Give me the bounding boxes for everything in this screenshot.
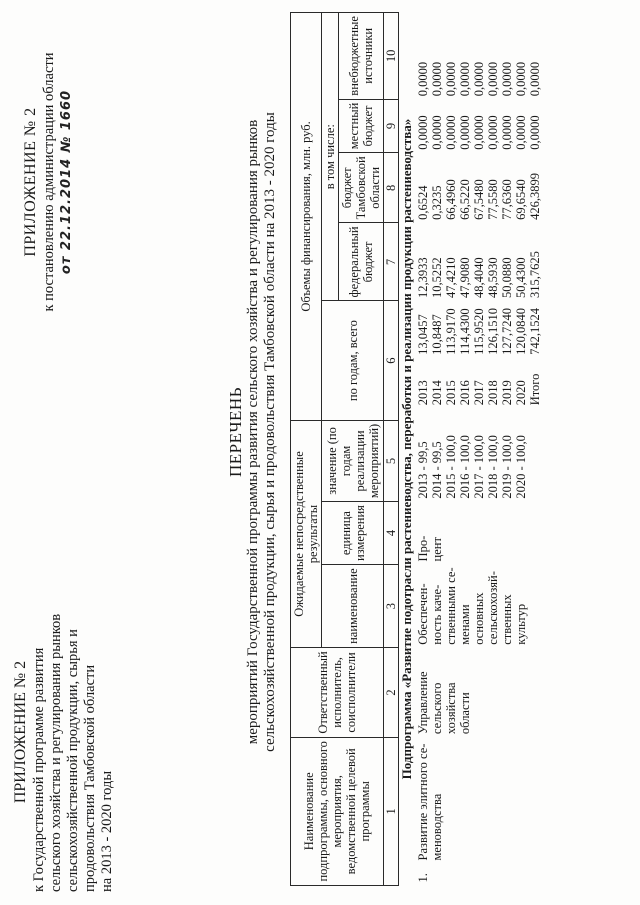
column-number: 8 xyxy=(384,153,399,223)
total-value: 127,7240 xyxy=(500,307,514,355)
cell-extra-budgetary xyxy=(415,13,543,100)
local-value: 0,0000 xyxy=(500,115,514,150)
extra-value: 0,0000 xyxy=(514,61,528,97)
extra-value: 0,0000 xyxy=(500,61,514,97)
total-list xyxy=(416,304,542,355)
year: Итого xyxy=(528,373,542,406)
header-including: в том числе: xyxy=(322,13,339,301)
year: 2013 xyxy=(416,380,430,406)
text-line: Про- xyxy=(416,535,430,562)
appendix-header xyxy=(22,32,76,332)
regional-value: 66,4960 xyxy=(444,179,458,220)
column-number-row xyxy=(384,13,399,886)
column-number: 1 xyxy=(384,737,399,885)
federal-value: 50,4300 xyxy=(514,257,528,298)
header-extra-budgetary: внебюджетные источники xyxy=(339,13,384,100)
subprogram-row xyxy=(399,13,416,886)
regional-value: 69,6540 xyxy=(514,179,528,220)
federal-value: 47,4210 xyxy=(444,257,458,298)
text-line: сельского xyxy=(430,682,444,735)
value-line: 2015 - 100,0 xyxy=(444,435,458,499)
value-line: 2016 - 100,0 xyxy=(458,435,472,499)
year: 2016 xyxy=(458,380,472,406)
regional-value: 0,3235 xyxy=(430,185,444,220)
heading-line: сельскохозяйственной продукции, сырья и продовольствия Тамбовской области на 2013 - 2020 годы xyxy=(262,112,278,752)
regional-value: 66,5220 xyxy=(458,179,472,220)
federal-value: 12,3933 xyxy=(416,257,430,298)
local-value: 0,0000 xyxy=(528,115,542,150)
value-line: 2018 - 100,0 xyxy=(486,435,500,499)
year: 2020 xyxy=(514,380,528,406)
extra-value: 0,0000 xyxy=(458,61,472,97)
federal-value: 10,5252 xyxy=(430,257,444,298)
local-value: 0,0000 xyxy=(472,115,486,150)
activity-name xyxy=(416,744,444,861)
column-number: 3 xyxy=(384,564,399,647)
column-number: 4 xyxy=(384,502,399,565)
year: 2017 xyxy=(472,380,486,406)
local-value: 0,0000 xyxy=(416,115,430,150)
regional-value: 0,6524 xyxy=(416,185,430,220)
local-value: 0,0000 xyxy=(486,115,500,150)
program-appendix-line: к Государственной программе развития xyxy=(31,647,47,892)
value-line: 2020 - 100,0 xyxy=(514,435,528,499)
cell-activity xyxy=(415,737,543,885)
cell-values xyxy=(415,420,543,501)
heading-line: мероприятий Государственной программы развития сельского хозяйства и регулирования рынков xyxy=(245,119,261,745)
total-value: 114,4300 xyxy=(458,308,472,355)
total-value: 10,8487 xyxy=(430,314,444,355)
column-number: 5 xyxy=(384,420,399,501)
regional-value: 67,5480 xyxy=(472,179,486,220)
text-line: Обеспечен- xyxy=(416,583,430,645)
year: 2015 xyxy=(444,380,458,406)
column-number: 9 xyxy=(384,99,399,153)
row-number: 1. xyxy=(416,873,430,883)
program-appendix-line: сельскохозяйственной продукции, сырья и xyxy=(65,629,81,892)
header-total: по годам, всего xyxy=(322,301,384,420)
program-appendix-line: сельского хозяйства и регулирования рынков xyxy=(48,613,64,892)
total-value: 126,1510 xyxy=(486,307,500,355)
extra-value: 0,0000 xyxy=(430,61,444,97)
header-regional: бюджет Тамбовской области xyxy=(339,153,384,223)
header-federal: федеральный бюджет xyxy=(339,223,384,301)
subprogram-title: Подпрограмма «Развитие подотрасли растениеводства, переработки и реализации продукции растениеводства» xyxy=(399,13,416,886)
text-line: менами xyxy=(458,604,472,645)
extra-value: 0,0000 xyxy=(472,61,486,97)
cell-regional xyxy=(415,153,543,223)
program-appendix-line: продовольствия Тамбовской области xyxy=(82,664,98,892)
total-value: 742,1524 xyxy=(528,307,542,355)
federal-value: 48,5930 xyxy=(486,257,500,298)
header-local: местный бюджет xyxy=(339,99,384,153)
extra-value: 0,0000 xyxy=(416,61,430,97)
local-value: 0,0000 xyxy=(458,115,472,150)
value-line: 2013 - 99,5 xyxy=(416,441,430,499)
cell-result-name xyxy=(415,564,543,647)
handwritten-date-number: от 22.12.2014 № 1660 xyxy=(59,89,74,275)
regional-value: 77,6360 xyxy=(500,179,514,220)
year-list xyxy=(416,374,542,418)
cell-total-by-year xyxy=(415,301,543,420)
column-number: 10 xyxy=(384,13,399,100)
financing-table xyxy=(290,12,543,886)
header-name: Наименование подпрограммы, основного мероприятия, ведомственной целевой программы xyxy=(291,737,384,885)
program-appendix-line: на 2013 - 2020 годы xyxy=(99,770,115,892)
federal-value: 47,9080 xyxy=(458,257,472,298)
program-appendix-header xyxy=(12,572,116,892)
year: 2019 xyxy=(500,380,514,406)
text-line: области xyxy=(458,692,472,735)
header-financing: Объемы финансирования, млн. руб. xyxy=(291,13,322,421)
text-line: основных xyxy=(472,592,486,645)
column-number: 2 xyxy=(384,648,399,737)
header-values: значение (по годам реализации мероприятий) xyxy=(322,420,384,501)
text-line: хозяйства xyxy=(444,682,458,735)
column-number: 6 xyxy=(384,301,399,420)
text-line: меноводства xyxy=(430,793,444,861)
cell-executor xyxy=(415,648,543,737)
header-executor: Ответственный исполнитель, соисполнители xyxy=(291,648,384,737)
cell-unit xyxy=(415,502,543,565)
document-heading xyxy=(227,32,279,832)
cell-local xyxy=(415,99,543,153)
federal-value: 50,0880 xyxy=(500,257,514,298)
local-value: 0,0000 xyxy=(444,115,458,150)
header-result-name: наименование xyxy=(322,564,384,647)
total-value: 115,9520 xyxy=(472,308,486,355)
text-line: цент xyxy=(430,537,444,562)
heading-title: ПЕРЕЧЕНЬ xyxy=(226,387,245,477)
appendix-title: ПРИЛОЖЕНИЕ № 2 xyxy=(22,107,39,257)
extra-value: 0,0000 xyxy=(444,61,458,97)
cell-federal xyxy=(415,223,543,301)
text-line: Развитие элитного се- xyxy=(416,743,430,861)
regional-value: 426,3899 xyxy=(528,173,542,220)
value-line: 2019 - 100,0 xyxy=(500,435,514,499)
total-value: 120,0840 xyxy=(514,307,528,355)
total-value: 13,0457 xyxy=(416,314,430,355)
regional-value: 77,5580 xyxy=(486,179,500,220)
text-line: культур xyxy=(514,603,528,645)
text-line: сельскохозяй- xyxy=(486,571,500,645)
header-expected-results: Ожидаемые непосредственные результаты xyxy=(291,420,322,647)
value-line: 2017 - 100,0 xyxy=(472,435,486,499)
text-line: Управление xyxy=(416,671,430,735)
rotated-content xyxy=(12,12,627,892)
total-value: 113,9170 xyxy=(444,308,458,355)
federal-value: 48,4040 xyxy=(472,257,486,298)
federal-value: 315,7625 xyxy=(528,251,542,298)
header-unit: единица измерения xyxy=(322,502,384,565)
text-line: ственными се- xyxy=(444,567,458,645)
program-appendix-title: ПРИЛОЖЕНИЕ № 2 xyxy=(12,660,29,804)
year: 2014 xyxy=(430,380,444,406)
text-line: ность каче- xyxy=(430,584,444,645)
extra-value: 0,0000 xyxy=(486,61,500,97)
year: 2018 xyxy=(486,380,500,406)
text-line: ственных xyxy=(500,594,514,645)
appendix-decree-line: к постановлению администрации области xyxy=(41,52,57,312)
table-row xyxy=(415,13,543,886)
local-value: 0,0000 xyxy=(514,115,528,150)
value-line: 2014 - 99,5 xyxy=(430,441,444,499)
column-number: 7 xyxy=(384,223,399,301)
extra-value: 0,0000 xyxy=(528,61,542,97)
local-value: 0,0000 xyxy=(430,115,444,150)
